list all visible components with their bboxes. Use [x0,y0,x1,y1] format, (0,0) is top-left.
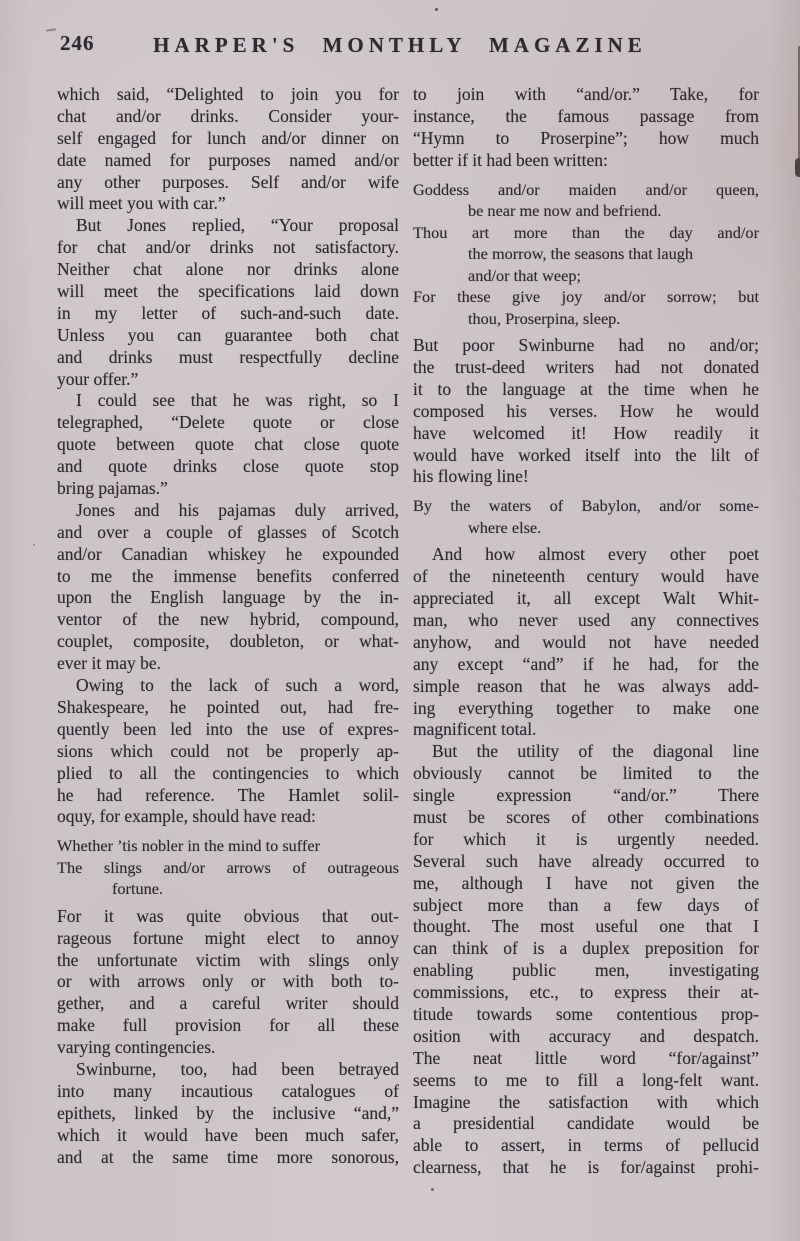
text-line: a presidential candidate would be [413,1113,759,1134]
text-line: Thou art more than the day and/or [413,222,759,242]
text-line: seems to me to fill a long-felt want. [413,1069,759,1090]
scan-artifact-edge-mark [795,158,800,177]
text-line: magnificent total. [413,719,537,740]
text-line: he had reference. The Hamlet solil- [57,784,399,805]
text-line: any other purposes. Self and/or wife [57,171,399,192]
text-line: his flowing line! [413,466,529,487]
text-line: subject more than a few days of [413,894,759,915]
text-line: Several such have already occurred to [413,850,759,871]
text-line: for chat and/or drinks not satisfactory. [57,237,399,258]
text-line: the morrow, the seasons that laugh [468,244,694,264]
text-line: And how almost every other poet [432,544,759,565]
text-line: and over a couple of glasses of Scotch [57,521,399,542]
text-line: the unfortunate victim with slings only [57,949,399,970]
text-line: titude towards some contentious prop- [413,1004,759,1024]
text-line: ing everything together to make one [413,697,759,718]
text-line: By the waters of Babylon, and/or some- [413,496,759,516]
text-line: and at the same time more sonorous, [57,1146,399,1167]
text-line: anyhow, and would not have needed [413,631,759,652]
text-line: bring pajamas.” [57,478,168,499]
scan-artifact-speck [431,1188,434,1191]
text-line: your offer.” [57,368,139,389]
text-line: it to the language at the time when he [413,378,759,399]
block-quote [413,495,759,538]
paragraph [57,675,399,828]
text-line: have welcomed it! How readily it [413,422,759,443]
text-line: to me the immense benefits conferred [57,565,399,586]
text-line: thought. The most useful one that I [413,916,759,937]
text-line: and drinks must respectfully decline [57,346,399,367]
text-line: must be scores of other combinations [413,806,759,827]
text-line: fortune. [112,879,164,899]
text-line: in my letter of such-and-such date. [57,302,399,323]
block-quote [57,835,399,900]
text-line: Shakespeare, he pointed out, had fre- [57,696,399,717]
text-line: ventor of the new hybrid, compound, [57,609,399,630]
text-line: thou, Proserpina, sleep. [468,308,621,328]
text-line: Goddess and/or maiden and/or queen, [413,179,759,199]
text-line: “Hymn to Proserpine”; how much [413,127,759,148]
text-line: for which it is urgently needed. [413,828,759,849]
paragraph [413,544,759,741]
text-line: Neither chat alone nor drinks alone [57,259,399,280]
text-line: chat and/or drinks. Consider your- [57,105,399,126]
text-line: will meet you with car.” [57,193,226,214]
article-body [0,63,800,1179]
running-header [0,0,800,63]
text-line: couplet, composite, doubleton, or what- [57,631,399,652]
paragraph [57,84,399,215]
left-column [57,84,399,1179]
right-column [413,84,759,1179]
text-line: Imagine the satisfaction with which [413,1091,759,1112]
text-line: plied to all the contingencies to which [57,762,399,783]
text-line: But the utility of the diagonal line [432,741,759,762]
text-line: be near me now and befriend. [468,201,662,221]
text-line: The slings and/or arrows of outrageous [57,857,399,877]
text-line: Owing to the lack of such a word, [76,675,399,696]
text-line: quote between quote chat close quote [57,434,399,455]
block-quote [413,179,759,330]
paragraph [413,335,759,488]
text-line: The neat little word “for/against” [413,1047,759,1068]
text-line: obviously cannot be limited to the [413,763,759,784]
text-line: sions which could not be properly ap- [57,740,399,761]
text-line: would have worked itself into the lilt of [413,444,759,465]
text-line: varying contingencies. [57,1037,216,1058]
text-line: Swinburne, too, had been betrayed [76,1059,399,1080]
text-line: rageous fortune might elect to annoy [57,927,399,948]
text-line: epithets, linked by the inclusive “and,” [57,1102,399,1123]
paragraph [57,906,399,1059]
text-line: single expression “and/or.” There [413,785,759,806]
paragraph [413,741,759,1179]
text-line: upon the English language by the in- [57,587,399,608]
text-line: commissions, etc., to express their at- [413,982,759,1003]
text-line: But Jones replied, “Your proposal [76,215,399,236]
text-line: telegraphed, “Delete quote or close [57,412,399,433]
text-line: For these give joy and/or sorrow; but [413,287,759,307]
text-line: appreciated it, all except Walt Whit- [413,588,759,609]
text-line: better if it had been written: [413,149,608,170]
text-line: can think of is a duplex preposition for [413,938,759,959]
text-line: gether, and a careful writer should [57,993,399,1014]
text-line: the trust-deed writers had not donated [413,356,759,377]
text-line: osition with accuracy and despatch. [413,1025,759,1046]
paragraph [413,84,759,172]
paragraph [57,215,399,390]
text-line: of the nineteenth century would have [413,566,759,587]
text-line: or with arrows only or with both to- [57,971,399,992]
text-line: able to assert, in terms of pellucid [413,1135,759,1156]
text-line: simple reason that he was always add- [413,675,759,696]
text-line: where else. [468,517,542,537]
text-line: and/or that weep; [468,265,582,285]
text-line: will meet the specifications laid down [57,281,399,302]
text-line: make full provision for all these [57,1015,399,1036]
text-line: man, who never used any connectives [413,609,759,630]
text-line: which said, “Delighted to join you for [57,84,399,104]
paragraph [57,390,399,499]
text-line: instance, the famous passage from [413,105,759,126]
text-line: quently been led into the use of expres- [57,718,399,739]
text-line: date named for purposes named and/or [57,149,399,170]
text-line: I could see that he was right, so I [76,390,399,411]
paragraph [57,1059,399,1168]
text-line: and/or Canadian whiskey he expounded [57,543,399,564]
text-line: clearness, that he is for/against prohi- [413,1157,759,1178]
text-line: me, although I have not given the [413,872,759,893]
paragraph [57,500,399,675]
scan-artifact-speck [33,544,35,546]
text-line: into many incautious catalogues of [57,1080,399,1101]
text-line: and quote drinks close quote stop [57,456,399,477]
text-line: ever it may be. [57,653,161,674]
text-line: Unless you can guarantee both chat [57,324,399,345]
text-line: composed his verses. How he would [413,400,759,421]
text-line: which it would have been much safer, [57,1124,399,1145]
text-line: enabling public men, investigating [413,960,759,981]
text-line: oquy, for example, should have read: [57,806,316,827]
text-line: any except “and” if he had, for the [413,653,759,674]
text-line: self engaged for lunch and/or dinner on [57,127,399,148]
text-line: But poor Swinburne had no and/or; [413,335,759,356]
text-line: Jones and his pajamas duly arrived, [76,499,399,520]
text-line: to join with “and/or.” Take, for [413,84,759,104]
text-line: For it was quite obvious that out- [57,905,399,926]
page-number: 246 [60,31,95,55]
text-line: Whether ’tis nobler in the mind to suffer [57,836,321,856]
magazine-title: HARPER'S MONTHLY MAGAZINE [153,33,647,57]
